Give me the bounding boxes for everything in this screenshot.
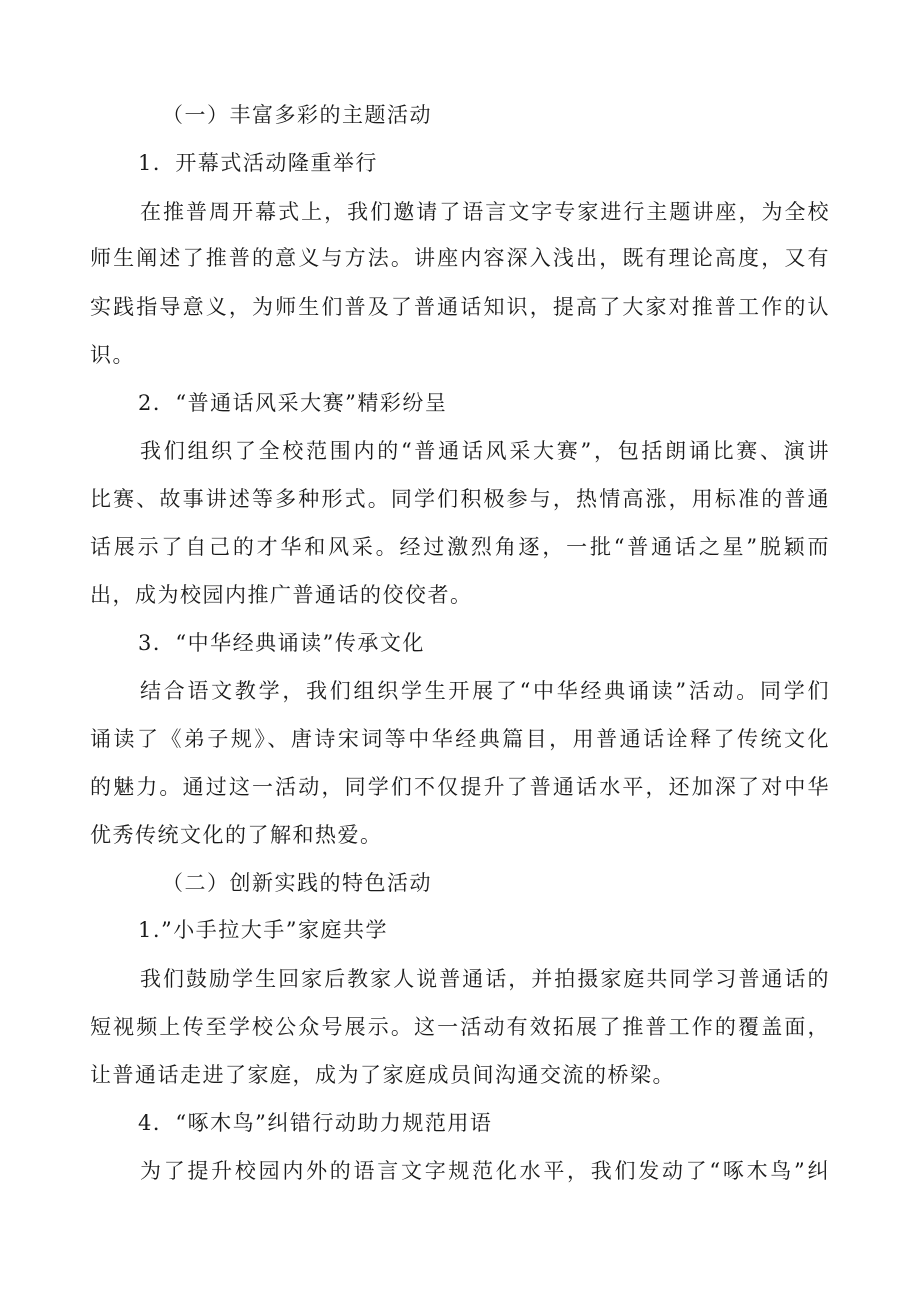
paragraph-line: 为了提升校园内外的语言文字规范化水平，我们发动了“啄木鸟”纠 [140, 1159, 830, 1183]
paragraph-line: 让普通话走进了家庭，成为了家庭成员间沟通交流的桥梁。 [90, 1063, 675, 1087]
paragraph-line: 师生阐述了推普的意义与方法。讲座内容深入浅出，既有理论高度，又有 [90, 246, 830, 270]
section-heading: （一）丰富多彩的主题活动 [162, 103, 432, 127]
paragraph-line: 实践指导意义，为师生们普及了普通话知识，提高了大家对推普工作的认 [90, 295, 830, 319]
paragraph-line: 识。 [90, 343, 135, 367]
item-title: 2．“普通话风采大赛”精彩纷呈 [138, 391, 448, 415]
item-title: 4．“啄木鸟”纠错行动助力规范用语 [138, 1111, 493, 1135]
paragraph-line: 诵读了《弟子规》、唐诗宋词等中华经典篇目，用普通话诠释了传统文化 [90, 727, 830, 751]
item-title: 3．“中华经典诵读”传承文化 [138, 631, 425, 655]
paragraph-line: 优秀传统文化的了解和热爱。 [90, 823, 383, 847]
paragraph-line: 我们组织了全校范围内的“普通话风采大赛”，包括朗诵比赛、演讲 [140, 439, 830, 463]
paragraph-line: 我们鼓励学生回家后教家人说普通话，并拍摄家庭共同学习普通话的 [140, 967, 830, 991]
paragraph-line: 话展示了自己的才华和风采。经过激烈角逐，一批“普通话之星”脱颖而 [90, 535, 830, 559]
paragraph-line: 短视频上传至学校公众号展示。这一活动有效拓展了推普工作的覆盖面， [90, 1015, 830, 1039]
paragraph-line: 出，成为校园内推广普通话的佼佼者。 [90, 583, 473, 607]
paragraph-line: 结合语文教学，我们组织学生开展了“中华经典诵读”活动。同学们 [140, 679, 830, 703]
item-title: 1.”小手拉大手”家庭共学 [138, 918, 389, 942]
section-heading: （二）创新实践的特色活动 [162, 871, 432, 895]
paragraph-line: 比赛、故事讲述等多种形式。同学们积极参与，热情高涨，用标准的普通 [90, 487, 830, 511]
paragraph-line: 在推普周开幕式上，我们邀请了语言文字专家进行主题讲座，为全校 [140, 200, 830, 224]
paragraph-line: 的魅力。通过这一活动，同学们不仅提升了普通话水平，还加深了对中华 [90, 775, 830, 799]
item-title: 1．开幕式活动隆重举行 [138, 151, 378, 175]
